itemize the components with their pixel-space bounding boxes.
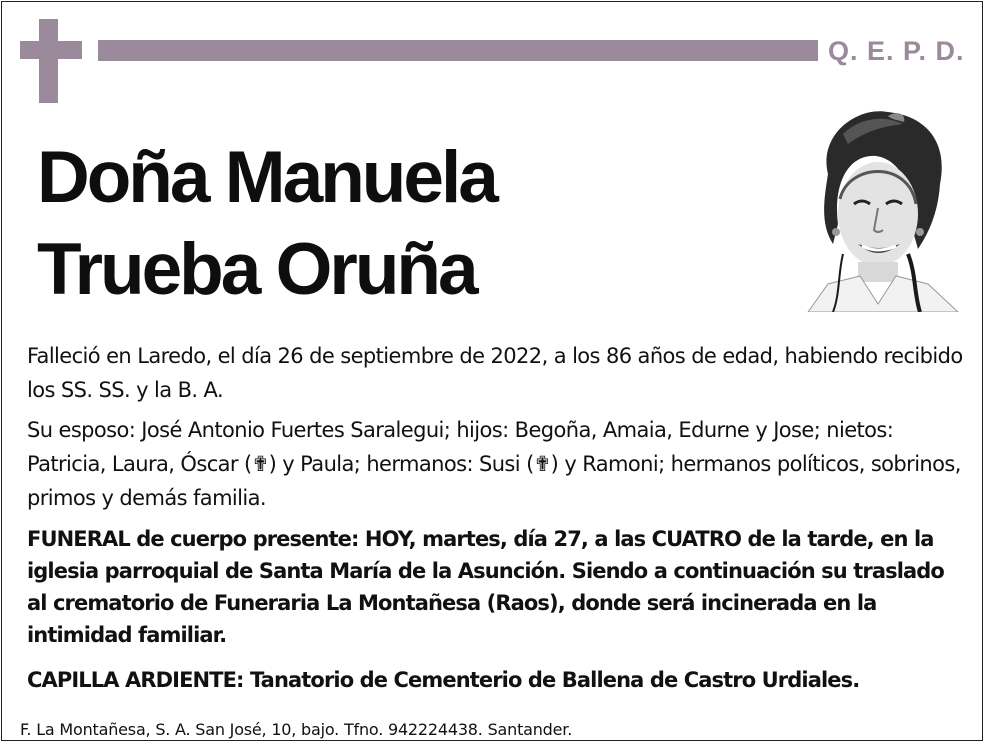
funeral-paragraph: FUNERAL de cuerpo presente: HOY, martes, día 27, a las CUATRO de la tarde, en la iglesia parroquial de Santa María de la Asunción. Siendo a continuación su traslado al crematorio de Funeraria La Montañesa (Raos), donde será incinerada en la intimidad familiar. [27,527,944,647]
obituary-card [1,1,983,741]
cross-icon [39,19,58,103]
portrait-illustration [788,104,960,312]
cross-icon-bar [20,41,82,59]
chapel-paragraph: CAPILLA ARDIENTE: Tanatorio de Cementerio de Ballena de Castro Urdiales. [27,668,860,692]
funeral-home-footer: F. La Montañesa, S. A. San José, 10, bajo. Tfno. 942224438. Santander. [20,720,573,739]
death-notice-paragraph: Falleció en Laredo, el día 26 de septiembre de 2022, a los 86 años de edad, habiendo recibido los SS. SS. y la B. A. [27,344,963,402]
portrait-photo [788,104,960,312]
deceased-name [37,132,496,316]
deceased-name-line1: Doña Manuela [37,137,496,218]
family-paragraph: Su esposo: José Antonio Fuertes Saralegui; hijos: Begoña, Amaia, Edurne y Jose; nietos: Patricia, Laura, Óscar (✟) y Paula; hermanos: Susi (✟) y Ramoni; hermanos políticos, sobrinos, primos y demás familia. [27,418,961,510]
qepd-label: Q. E. P. D. [828,36,965,66]
deceased-name-line2: Trueba Oruña [37,229,476,310]
header-rule [98,40,818,61]
